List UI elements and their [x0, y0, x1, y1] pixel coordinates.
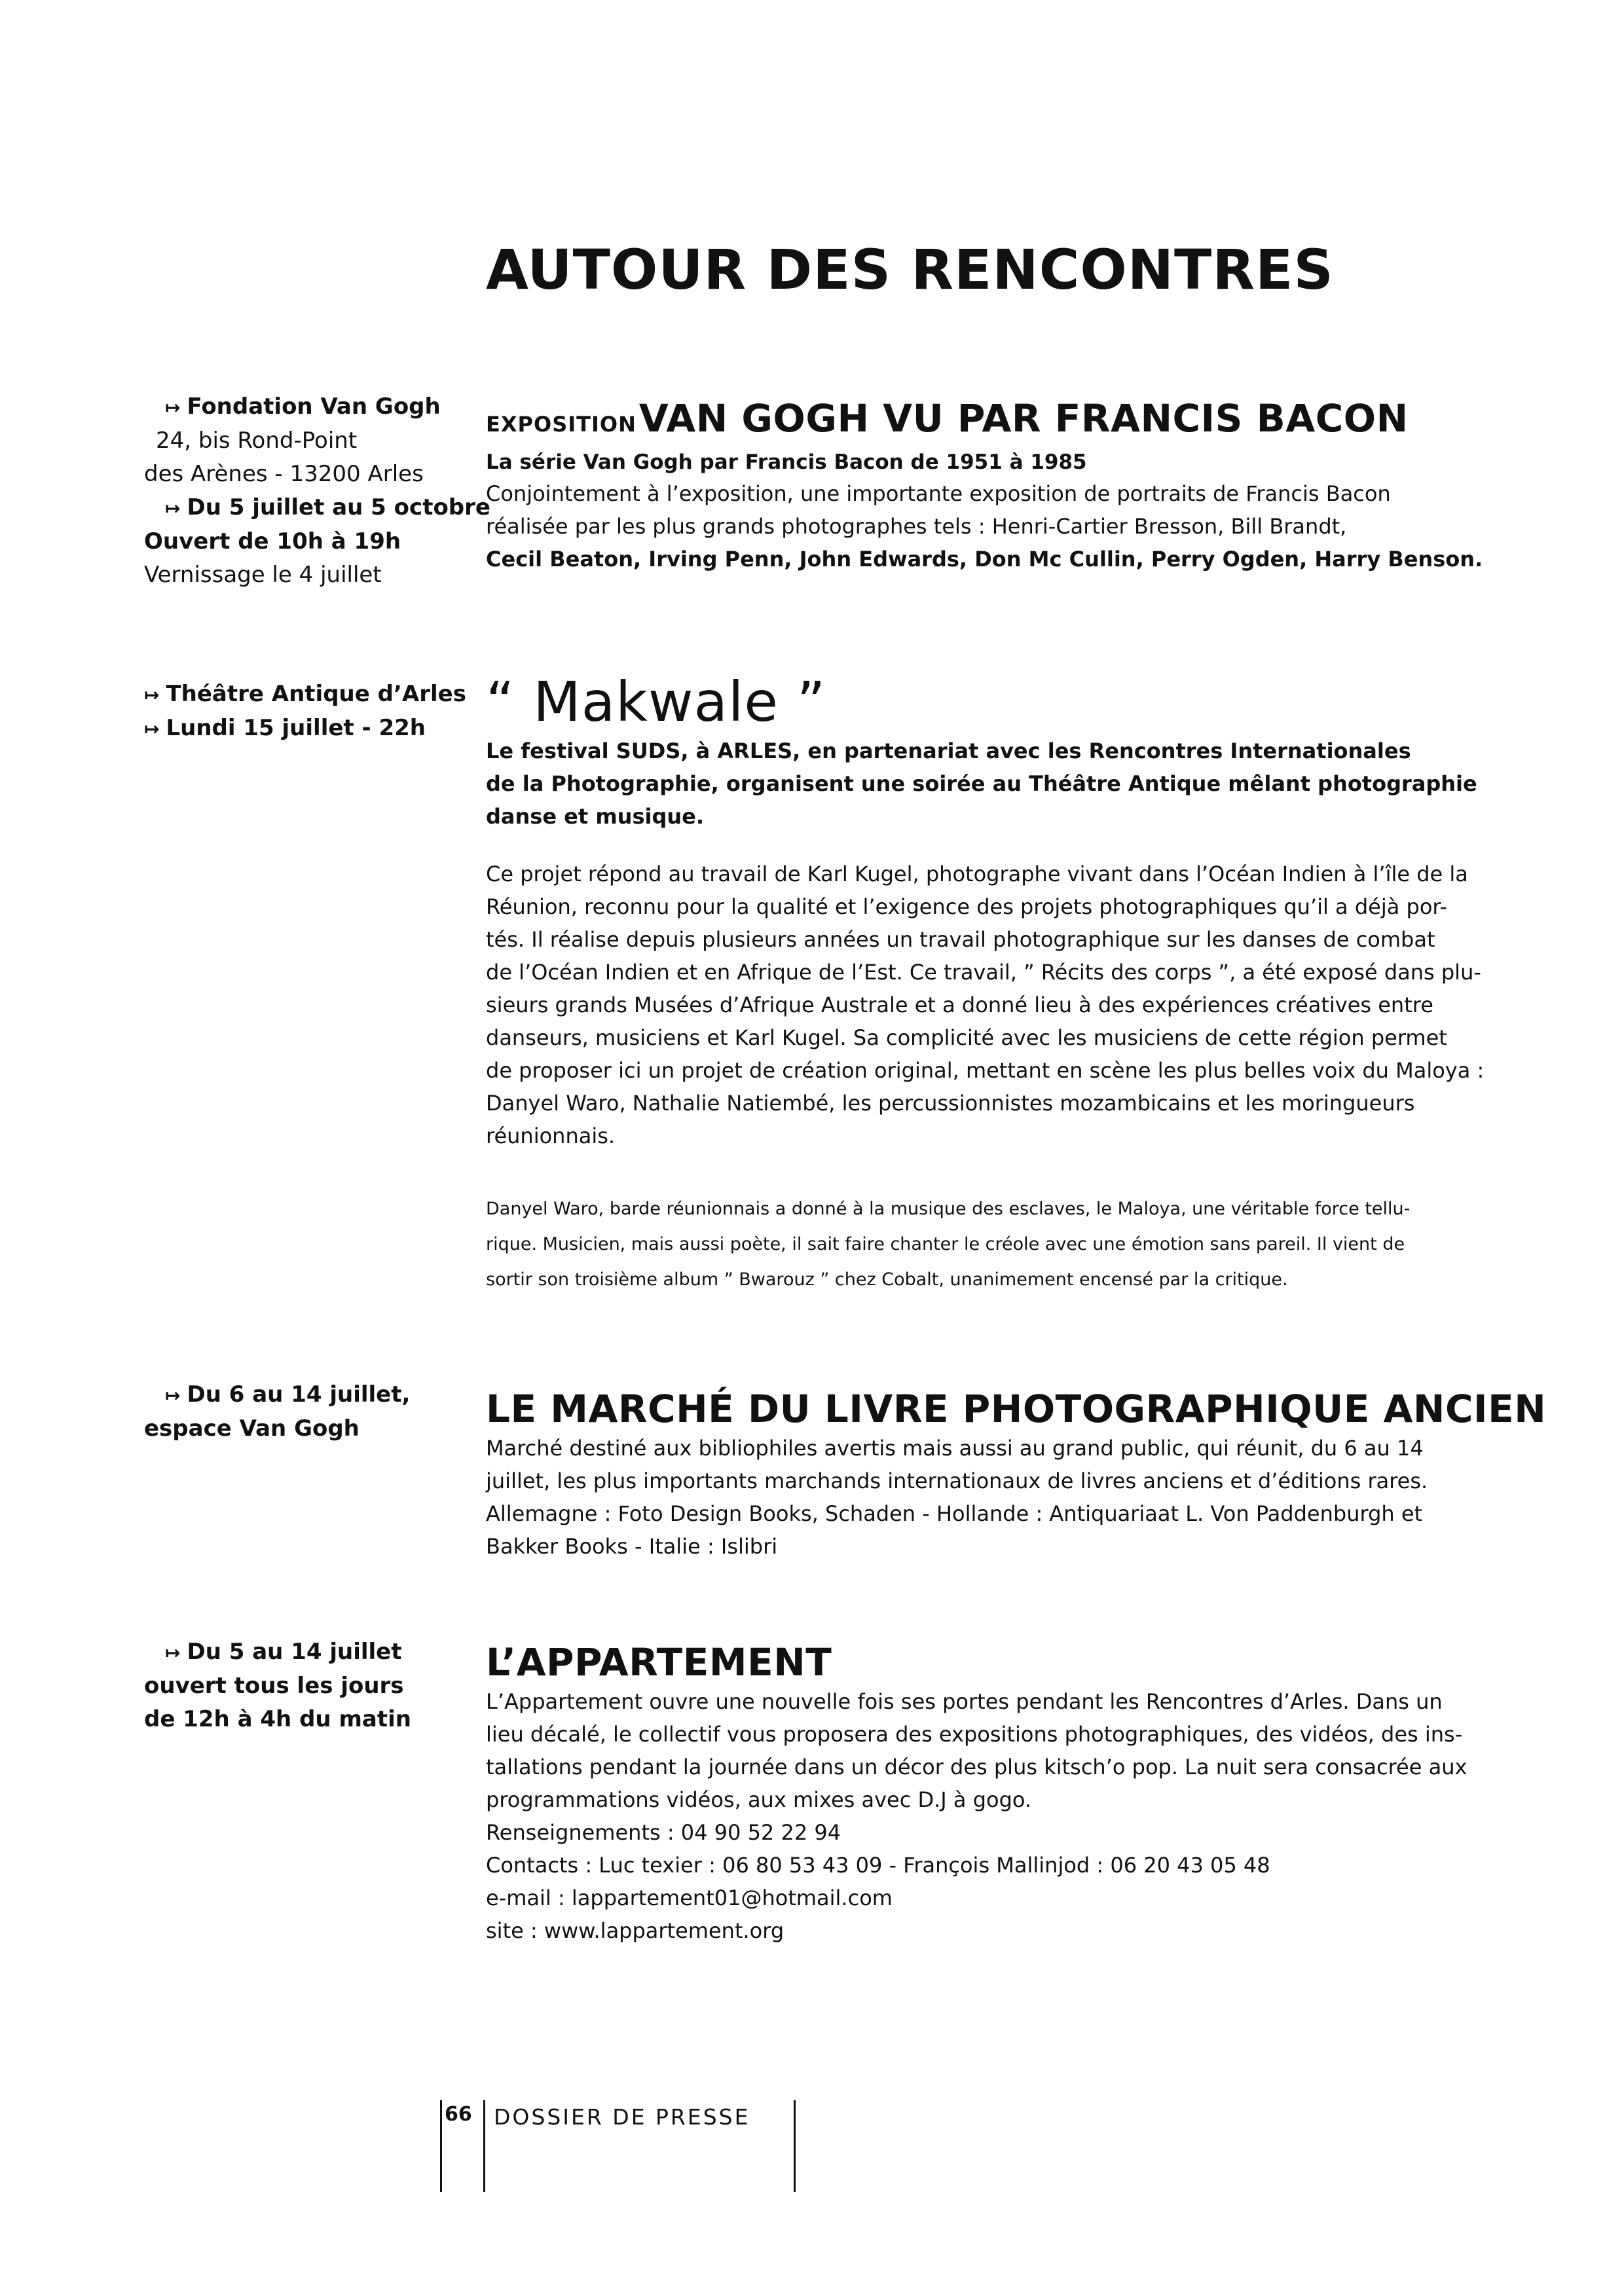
sidebar-info-appartement — [144, 1635, 485, 1736]
intro-line: de la Photographie, organisent une soirée au Théâtre Antique mêlant photographie — [486, 771, 1477, 796]
section-heading: EXPOSITIONVAN GOGH VU PAR FRANCIS BACON — [486, 396, 1409, 441]
body-line: Marché destiné aux bibliophiles avertis mais aussi au grand public, qui réunit, du 6 au 14 — [486, 1436, 1424, 1461]
sidebar-info-van-gogh — [144, 390, 490, 592]
page-number: 66 — [445, 2103, 472, 2126]
sidebar-line: ↦ Du 6 au 14 juillet, — [165, 1381, 411, 1408]
body-line: programmations vidéos, aux mixes avec D.J à gogo. — [486, 1787, 1032, 1812]
body-line: danseurs, musiciens et Karl Kugel. Sa complicité avec les musiciens de cette région permet — [486, 1025, 1447, 1050]
sidebar-line: ↦ Du 5 juillet au 5 octobre — [165, 494, 490, 520]
makwale-paragraph-1 — [486, 858, 1485, 1152]
sidebar-line: des Arènes - 13200 Arles — [144, 461, 424, 487]
sidebar-info-makwale — [144, 678, 485, 746]
body-line: de proposer ici un projet de création original, mettant en scène les plus belles voix du Maloya : — [486, 1058, 1485, 1083]
sidebar-line: de 12h à 4h du matin — [144, 1706, 411, 1732]
body-line: juillet, les plus importants marchands internationaux de livres anciens et d’éditions rares. — [486, 1468, 1428, 1493]
intro-line: danse et musique. — [486, 804, 704, 829]
body-line: Ce projet répond au travail de Karl Kugel, photographe vivant dans l’Océan Indien à l’île de la — [486, 862, 1468, 886]
section-heading: “ Makwale ” — [486, 670, 826, 734]
body-line: L’Appartement ouvre une nouvelle fois ses portes pendant les Rencontres d’Arles. Dans un — [486, 1689, 1443, 1714]
sidebar-line: 24, bis Rond-Point — [156, 428, 358, 454]
body-line: réunionnais. — [486, 1123, 616, 1148]
sidebar-line: ouvert tous les jours — [144, 1673, 404, 1699]
section-marche-livre — [486, 1386, 1547, 1563]
arrow-icon: ↦ — [165, 1642, 179, 1664]
body-line: sortir son troisième album ” Bwarouz ” chez Cobalt, unanimement encensé par la critique. — [486, 1269, 1288, 1290]
arrow-icon: ↦ — [165, 1385, 179, 1406]
intro-line: Le festival SUDS, à ARLES, en partenariat avec les Rencontres Internationales — [486, 738, 1411, 763]
sidebar-line: ↦ Fondation Van Gogh — [165, 393, 441, 420]
section-van-gogh — [486, 395, 1481, 575]
body-line: Cecil Beaton, Irving Penn, John Edwards, Don Mc Cullin, Perry Ogden, Harry Benson. — [486, 547, 1483, 572]
body-line: Danyel Waro, barde réunionnais a donné à la musique des esclaves, le Maloya, une véritable force tellu- — [486, 1199, 1411, 1219]
footer-divider — [794, 2100, 796, 2192]
sidebar-line: Vernissage le 4 juillet — [144, 562, 382, 588]
section-heading: L’APPARTEMENT — [486, 1640, 832, 1685]
sidebar-info-marche — [144, 1378, 485, 1446]
section-heading: LE MARCHÉ DU LIVRE PHOTOGRAPHIQUE ANCIEN — [486, 1387, 1547, 1431]
body-line: Danyel Waro, Nathalie Natiembé, les percussionnistes mozambicains et les moringueurs — [486, 1091, 1415, 1116]
body-line: sieurs grands Musées d’Afrique Australe et a donné lieu à des expériences créatives entre — [486, 993, 1433, 1017]
arrow-icon: ↦ — [144, 684, 158, 706]
body-line: Réunion, reconnu pour la qualité et l’exigence des projets photographiques qu’il a déjà por- — [486, 894, 1448, 919]
contact-email[interactable]: e-mail : lappartement01@hotmail.com — [486, 1886, 893, 1910]
body-line: réalisée par les plus grands photographes tels : Henri-Cartier Bresson, Bill Brandt, — [486, 514, 1347, 539]
section-makwale — [486, 669, 1481, 833]
section-subhead: La série Van Gogh par Francis Bacon de 1951 à 1985 — [486, 450, 1087, 474]
sidebar-line: ↦ Théâtre Antique d’Arles — [144, 681, 466, 707]
arrow-icon: ↦ — [144, 718, 158, 740]
section-kicker: EXPOSITION — [486, 412, 637, 437]
page-title: AUTOUR DES RENCONTRES — [486, 238, 1334, 302]
body-line: tallations pendant la journée dans un décor des plus kitsch’o pop. La nuit sera consacrée aux — [486, 1755, 1467, 1779]
makwale-paragraph-2 — [486, 1192, 1481, 1298]
body-line: Allemagne : Foto Design Books, Schaden - Hollande : Antiquariaat L. Von Paddenburgh et — [486, 1501, 1423, 1526]
sidebar-line: ↦ Du 5 au 14 juillet — [165, 1639, 402, 1665]
body-line: Conjointement à l’exposition, une importante exposition de portraits de Francis Bacon — [486, 481, 1391, 506]
body-line: lieu décalé, le collectif vous proposera des expositions photographiques, des vidéos, des ins- — [486, 1722, 1463, 1747]
contact-website[interactable]: site : www.lappartement.org — [486, 1918, 784, 1943]
footer-divider — [483, 2100, 485, 2192]
sidebar-line: espace Van Gogh — [144, 1415, 360, 1442]
sidebar-line: Ouvert de 10h à 19h — [144, 528, 401, 555]
contact-names: Contacts : Luc texier : 06 80 53 43 09 - François Mallinjod : 06 20 43 05 48 — [486, 1853, 1270, 1878]
body-line: tés. Il réalise depuis plusieurs années un travail photographique sur les danses de combat — [486, 927, 1435, 952]
body-line: Bakker Books - Italie : Islibri — [486, 1534, 778, 1559]
body-line: de l’Océan Indien et en Afrique de l’Est. Ce travail, ” Récits des corps ”, a été exposé dans plu- — [486, 960, 1481, 985]
footer-label: DOSSIER DE PRESSE — [494, 2104, 750, 2130]
footer-divider — [440, 2100, 442, 2192]
section-appartement — [486, 1639, 1481, 1947]
contact-phone: Renseignements : 04 90 52 22 94 — [486, 1820, 841, 1845]
arrow-icon: ↦ — [165, 397, 179, 418]
body-line: rique. Musicien, mais aussi poète, il sait faire chanter le créole avec une émotion sans pareil. Il vient de — [486, 1234, 1405, 1254]
arrow-icon: ↦ — [165, 498, 179, 519]
sidebar-line: ↦ Lundi 15 juillet - 22h — [144, 715, 426, 741]
